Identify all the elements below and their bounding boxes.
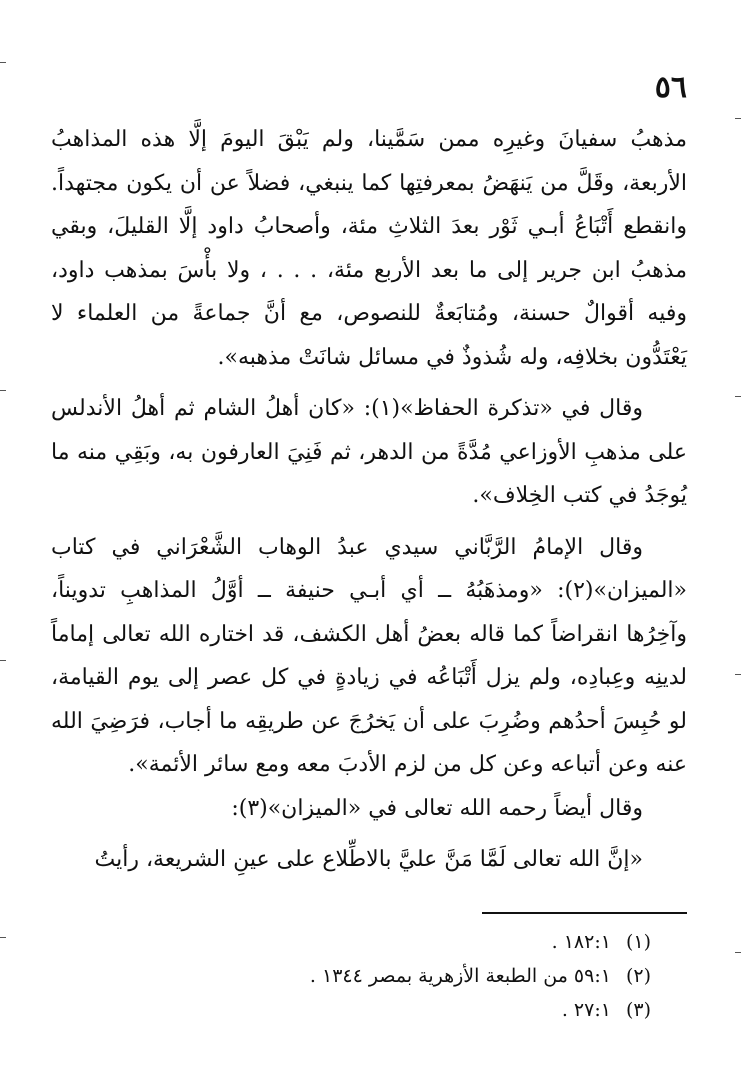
footnote-divider [482, 912, 687, 914]
footnote-2-text: ٥٩:١ من الطبعة الأزهرية بمصر ١٣٤٤ . [309, 965, 611, 987]
footnotes [91, 925, 651, 1027]
footnote-1 [91, 925, 651, 959]
scan-margin-mark [0, 62, 6, 63]
scan-margin-mark [735, 396, 741, 397]
footnote-3 [91, 993, 651, 1027]
paragraph-3: وقال الإمامُ الرَّبَّاني سيدي عبدُ الوهاب الشَّعْرَاني في كتاب «الميزان»(٢): «ومذهَبُهُ ــ أي أبـي حنيفة ــ أوَّلُ المذاهبِ تدويناً، وآخِرُها انقراضاً كما قاله بعضُ أهل الكشف، قد اختاره الله تعالى إماماً لدينِه وعِبادِه، ولم يزل أَتْبَاعُه في زيادةٍ في كل عصر إلى يوم القيامة، لو حُبِسَ أحدُهم وضُرِبَ على أن يَخرُجَ عن طريقِه ما أجاب، فرَضِيَ الله عنه وعن أتباعه وعن كل من لزم الأدبَ معه ومع سائر الأئمة». [51, 534, 687, 777]
footnote-3-text: ٢٧:١ . [561, 999, 611, 1021]
paragraph-5: «إنَّ الله تعالى لَمَّا مَنَّ عليَّ بالاطِّلاع على عينِ الشريعة، رأيتُ [94, 847, 643, 872]
paragraph-1: مذهبُ سفيانَ وغيرِه ممن سَمَّينا، ولم يَبْقَ اليومَ إلَّا هذه المذاهبُ الأربعة، وقَلَّ من يَنهَضُ بمعرفتِها كما ينبغي، فضلاً عن أن يكون مجتهداً. وانقطع أَتْبَاعُ أبـي ثَوْر بعدَ الثلاثِ مئة، وأصحابُ داود إلَّا القليلَ، وبقي مذهبُ ابن جرير إلى ما بعد الأربع مئة، . . . ، ولا بأْسَ بمذهب داود، وفيه أقوالٌ حسنة، ومُتابَعةٌ للنصوص، مع أنَّ جماعةً من العلماء لا يَعْتَدُّون بخلافِه، وله شُذوذٌ في مسائل شانَتْ مذهبه». [51, 127, 687, 370]
scan-margin-mark [735, 674, 741, 675]
body-text [51, 118, 687, 882]
paragraph-4: وقال أيضاً رحمه الله تعالى في «الميزان»(٣): [231, 795, 643, 821]
scan-margin-mark [0, 660, 6, 661]
footnote-3-number: (٣) [625, 999, 651, 1021]
footnote-1-number: (١) [625, 931, 651, 953]
paragraph-2: وقال في «تذكرة الحفاظ»(١): «كان أهلُ الشام ثم أهلُ الأندلس على مذهبِ الأوزاعي مُدَّةً من الدهر، ثم فَنِيَ العارفون به، وبَقِي منه ما يُوجَدُ في كتب الخِلاف». [51, 396, 687, 508]
footnote-2 [91, 959, 651, 993]
scan-margin-mark [0, 937, 6, 938]
scan-margin-mark [735, 118, 741, 119]
scan-margin-mark [735, 952, 741, 953]
page-number: ٥٦ [654, 70, 687, 105]
footnote-1-text: ١٨٢:١ . [551, 931, 611, 953]
footnote-2-number: (٢) [625, 965, 651, 987]
scan-margin-mark [0, 390, 6, 391]
